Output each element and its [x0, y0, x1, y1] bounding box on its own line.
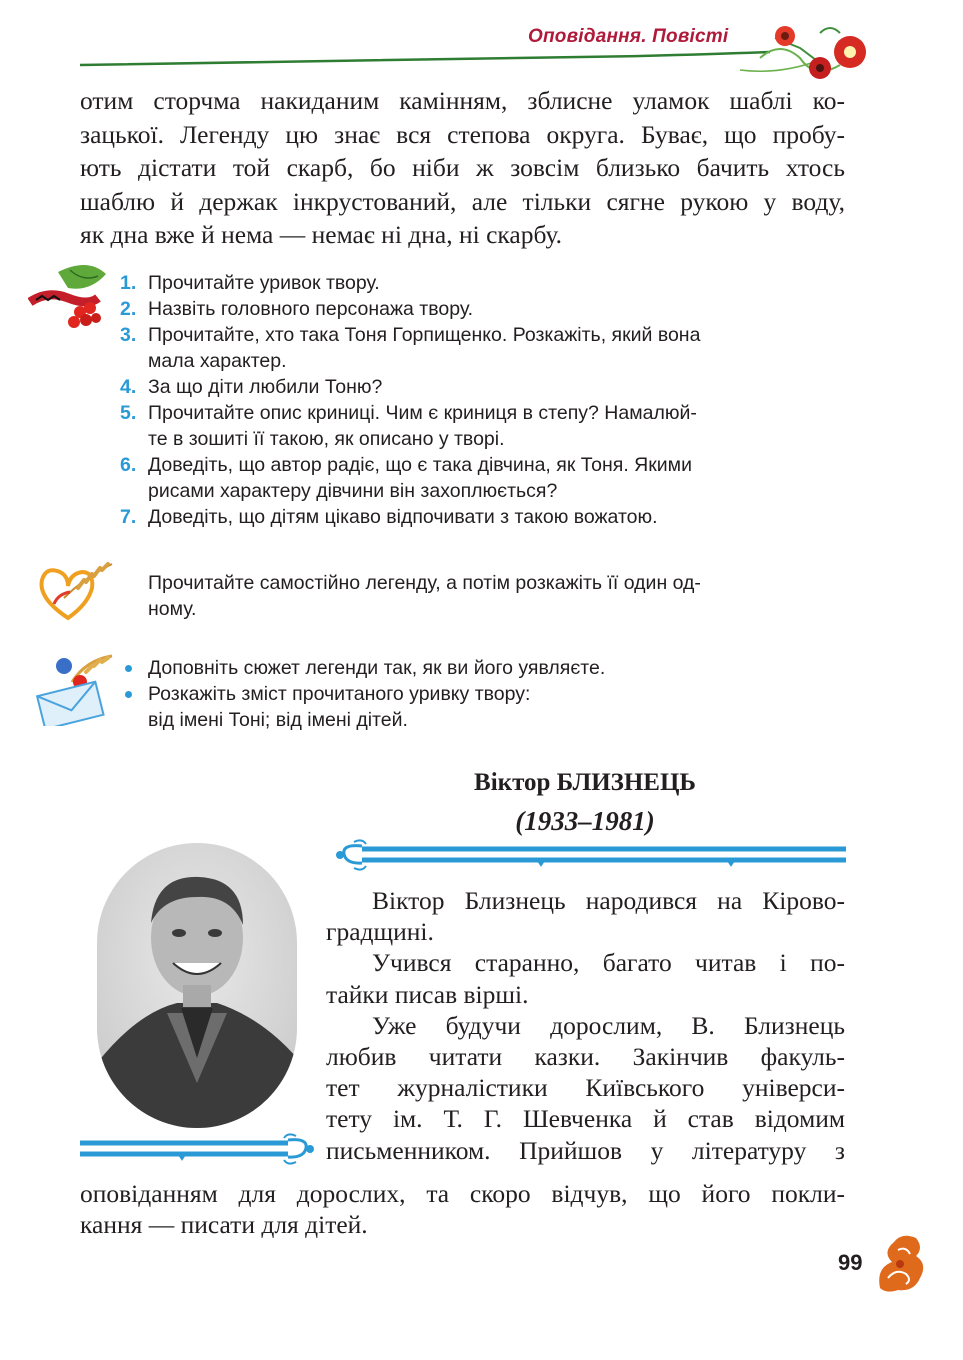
- author-biography-continued: [80, 1178, 845, 1240]
- question-text: За що діти любили Тоню?: [148, 376, 383, 398]
- question-text: мала характер.: [148, 350, 287, 372]
- text-line: тайки писав вірші.: [326, 979, 529, 1009]
- text-line: ють дістати той скарб, бо ніби ж зовсім близько бачить хтось: [80, 153, 845, 182]
- task-text: від імені Тоні; від імені дітей.: [148, 709, 408, 731]
- poppy-flowers-icon: [760, 18, 880, 88]
- list-item: [120, 374, 845, 400]
- author-portrait: [97, 843, 297, 1128]
- author-biography: [326, 885, 845, 1166]
- text-line: письменником. Прийшов у літературу з: [326, 1135, 845, 1165]
- question-number: 5.: [120, 402, 137, 424]
- text-line: Віктор Близнець народився на Кірово-: [372, 886, 845, 915]
- text-line: тету ім. Т. Г. Шевченка й став відомим: [326, 1104, 845, 1134]
- viburnum-ribbon-icon: [28, 262, 112, 332]
- page-number: 99: [838, 1250, 863, 1275]
- question-number: 6.: [120, 454, 137, 476]
- ornamental-rule: [78, 1132, 318, 1166]
- question-text: Доведіть, що автор радіє, що є така дівчина, як Тоня. Якими: [148, 454, 692, 476]
- ornamental-rule: [332, 838, 848, 872]
- author-dates: (1933–1981): [515, 806, 655, 836]
- question-text: Назвіть головного персонажа твору.: [148, 298, 474, 320]
- text-line: кання — писати для дітей.: [80, 1210, 368, 1240]
- text-line: отим сторчма накиданим камінням, зблисне уламок шаблі ко-: [80, 86, 845, 115]
- running-head: Оповідання. Повісті: [528, 26, 729, 47]
- task-text: Прочитайте самостійно легенду, а потім розкажіть її один од-: [148, 572, 701, 594]
- list-item: [120, 270, 845, 296]
- question-text: рисами характеру дівчини він захоплюється?: [148, 480, 558, 502]
- text-line: Учився старанно, багато читав і по-: [372, 948, 845, 978]
- text-line: оповіданням для дорослих, та скоро відчув, що його покли-: [80, 1179, 845, 1208]
- question-number: 1.: [120, 272, 137, 294]
- text-line: Уже будучи дорослим, В. Близнець: [372, 1010, 845, 1040]
- text-line: зацької. Легенду цю знає вся степова округа. Буває, що пробу-: [80, 119, 845, 149]
- text-line: тет журналістики Київського універси-: [326, 1073, 845, 1103]
- text-line: як дна вже й нема — немає ні дна, ні скарбу.: [80, 220, 563, 249]
- question-text: те в зошиті її такою, як описано у творі.: [148, 428, 505, 450]
- question-number: 2.: [120, 298, 137, 320]
- text-line: шаблю й держак інкрустований, але тільки сягне рукою у воду,: [80, 186, 845, 216]
- questions-list: [120, 270, 845, 530]
- wheat-heart-icon: [34, 558, 118, 622]
- envelope-flowers-icon: [36, 652, 116, 726]
- list-item: [120, 681, 605, 733]
- question-text: Прочитайте уривок твору.: [148, 272, 380, 294]
- task-text: ному.: [148, 598, 197, 620]
- question-number: 3.: [120, 324, 137, 346]
- list-item: [120, 322, 845, 374]
- list-item: [120, 655, 605, 681]
- page-corner-ornament-icon: [872, 1228, 928, 1298]
- list-item: [120, 400, 845, 452]
- creative-tasks-list: [120, 655, 605, 733]
- text-line: градщині.: [326, 917, 434, 947]
- task-text: Розкажіть зміст прочитаного уривку твору:: [148, 683, 531, 705]
- list-item: [120, 452, 845, 504]
- text-line: любив читати казки. Закінчив факуль-: [326, 1042, 845, 1072]
- list-item: [120, 296, 845, 322]
- author-name: Віктор БЛИЗНЕЦЬ: [474, 769, 696, 796]
- question-number: 7.: [120, 506, 137, 528]
- intro-paragraph: [80, 84, 845, 252]
- question-text: Прочитайте опис криниці. Чим є криниця в степу? Намалюй-: [148, 402, 697, 424]
- question-text: Доведіть, що дітям цікаво відпочивати з такою вожатою.: [148, 506, 658, 528]
- question-text: Прочитайте, хто така Тоня Горпищенко. Розкажіть, який вона: [148, 324, 701, 346]
- reading-task: [148, 570, 845, 622]
- list-item: [120, 504, 845, 530]
- question-number: 4.: [120, 376, 137, 398]
- task-text: Доповніть сюжет легенди так, як ви його уявляєте.: [148, 657, 606, 679]
